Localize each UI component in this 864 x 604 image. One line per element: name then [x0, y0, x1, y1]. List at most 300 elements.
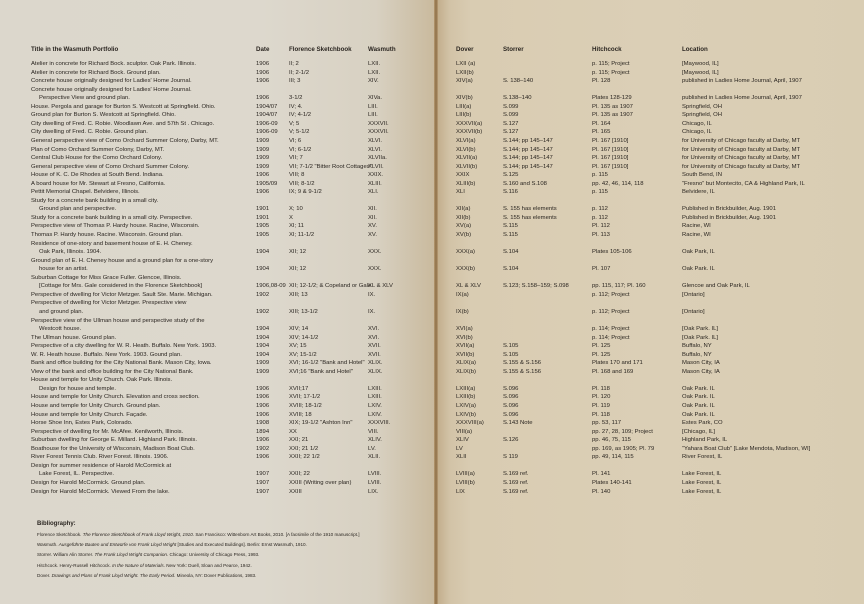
row-hitchcock: p. 114; Project	[592, 334, 630, 341]
row-storrer: S.126	[503, 437, 519, 444]
row-title: City dwelling of Fred. C. Robie. Woodlawn Ave. and 57th St . Chicago.	[31, 120, 215, 127]
row-dover: XXXVII(b)	[456, 129, 483, 136]
row-storrer: S.144; pp 145–147	[503, 155, 553, 162]
bibliography-entry	[37, 573, 256, 579]
header-title: Title in the Wasmuth Portfolio	[31, 46, 119, 53]
row-florence: XVI; 16-1/2 "Bank and Hotel"	[289, 360, 365, 367]
row-date: 1906-09	[256, 120, 278, 127]
bibliography-ital: Ausgeführte Bauten und Entwürfe von Frank Lloyd Wright	[58, 542, 177, 548]
row-hitchcock: Pl. 135 as 1907	[592, 103, 633, 110]
row-wasmuth: XII.	[368, 206, 377, 213]
row-dover: XXIX	[456, 172, 470, 179]
row-hitchcock: Plates 170 and 171	[592, 360, 643, 367]
row-title: Perspective of dwelling for Victor Metzger. Prespective view	[31, 300, 187, 307]
row-wasmuth: LXII.	[368, 69, 381, 76]
row-storrer: S.104	[503, 266, 519, 273]
row-florence: XIX; 19-1/2 "Ashton Inn"	[289, 420, 353, 427]
row-location: Racine, WI	[682, 223, 711, 230]
row-storrer: S. 138–140	[503, 78, 534, 85]
row-florence: XIV; 14-1/2	[289, 334, 319, 341]
row-title: Pettit Memorial Chapel. Belvidere, Illinois.	[31, 189, 140, 196]
row-date: 1906	[256, 394, 270, 401]
row-date: 1904	[256, 351, 270, 358]
row-dover: XIV(a)	[456, 78, 473, 85]
row-date: 1904/07	[256, 103, 278, 110]
row-location: River Forest, IL	[682, 454, 723, 461]
row-storrer: S.116	[503, 189, 518, 196]
row-storrer: S.115	[503, 232, 518, 238]
row-title: Study for a concrete bank building in a small city.	[31, 197, 159, 204]
bibliography-post: . Chicago: University of Chicago Press, 1993.	[166, 552, 260, 558]
row-dover: XXXVIII(a)	[456, 420, 484, 427]
row-dover: LV	[456, 445, 463, 452]
row-dover: XXX(b)	[456, 266, 475, 273]
row-storrer: S.099	[503, 103, 519, 110]
row-date: 1907	[256, 479, 270, 486]
row-title: Horse Shoe Inn, Estes Park, Colorado.	[31, 420, 133, 427]
row-hitchcock: p. 112; Project	[592, 291, 630, 298]
row-wasmuth: XV.	[368, 232, 377, 238]
row-wasmuth: IX.	[368, 291, 376, 298]
row-storrer: S.160 and S.108	[503, 180, 547, 187]
row-dover: XLII	[456, 454, 467, 461]
bibliography-pre: Hitchcock. Henry-Russell Hitchcock.	[37, 562, 113, 568]
row-hitchcock: Pl. 118	[592, 385, 610, 392]
row-florence: XV; 15	[289, 343, 307, 350]
row-hitchcock: p. 112; Project	[592, 308, 630, 315]
row-hitchcock: pp. 49, 114, 115	[592, 454, 634, 461]
row-dover: LIX	[456, 488, 465, 495]
row-title: W. R. Heath house. Buffalo. New York. 1903. Gound plan.	[31, 351, 182, 358]
row-title: Lake Forest, IL. Perspective.	[39, 471, 114, 478]
row-hitchcock: p. 115; Project	[592, 69, 630, 76]
row-title: Perspective of a city dwelling for W. R. Heath. Buffalo. New York. 1903.	[31, 343, 217, 350]
row-title: Thomas P. Hardy house. Racine. Wisconsin. Ground plan.	[31, 232, 183, 238]
row-hitchcock: Pl. 125	[592, 351, 611, 358]
bibliography-title: Bibliography:	[37, 521, 76, 527]
row-hitchcock: pp. 115, 117; Pl. 160	[592, 283, 646, 290]
row-date: 1894	[256, 428, 270, 435]
row-hitchcock: Pl. 167 [1910]	[592, 155, 629, 162]
row-location: Mason City, IA	[682, 368, 720, 375]
row-location: Oak Park. IL	[682, 266, 715, 273]
row-location: Belvidere, IL	[682, 189, 715, 196]
bibliography-post: . New York: Duell, Sloan and Pearce, 1942.	[163, 562, 252, 568]
row-wasmuth: XL & XLV	[368, 283, 393, 290]
row-storrer: S.169 ref.	[503, 471, 529, 478]
row-wasmuth: XXXVII.	[368, 120, 389, 127]
row-florence: XXIII (Writing over plan)	[289, 479, 352, 486]
row-dover: VIII(a)	[456, 428, 473, 435]
row-wasmuth: IX.	[368, 308, 376, 315]
row-florence: III; 3	[289, 78, 301, 85]
row-date: 1901	[256, 206, 270, 213]
row-location: Buffalo, NY	[682, 351, 712, 358]
row-florence: VIII; 8-1/2	[289, 180, 315, 187]
row-title: house for an artist.	[39, 266, 88, 273]
row-title: Perspective of dwelling for Mr. McAfee. Kenilworth, Illinois.	[31, 428, 184, 435]
row-florence: VIII; 8	[289, 172, 305, 179]
row-hitchcock: p. 112	[592, 206, 608, 213]
row-date: 1907	[256, 471, 270, 478]
row-wasmuth: LXIII.	[368, 385, 382, 392]
header-wasmuth: Wasmuth	[368, 46, 396, 53]
row-wasmuth: XLI.	[368, 189, 379, 196]
row-location: for University of Chicago faculty at Darby, MT	[682, 163, 801, 170]
row-date: 1906	[256, 95, 270, 102]
bibliography-ital: In the Nature of Materials	[112, 562, 164, 568]
row-storrer: S.138–140	[503, 95, 532, 102]
row-date: 1909	[256, 163, 270, 170]
row-storrer: S.144; pp 145–147	[503, 137, 553, 144]
row-dover: LXIV(a)	[456, 403, 476, 409]
row-florence: XXII; 22	[289, 471, 310, 478]
row-date: 1906	[256, 69, 270, 76]
row-hitchcock: pp. 42, 46, 114, 118	[592, 180, 644, 187]
row-storrer: S.143 Note	[503, 420, 533, 427]
bibliography-ital: Drawings and Plans of Frank Lloyd Wright. The Early Period	[51, 572, 175, 578]
row-title: House and temple for Unity Church. Oak Park. Illinois.	[31, 377, 173, 384]
row-hitchcock: p. 115	[592, 172, 608, 179]
header-location: Location	[682, 46, 708, 53]
row-location: [Oak Park. IL]	[682, 326, 719, 333]
row-hitchcock: p. 112	[592, 214, 608, 221]
row-date: 1906	[256, 411, 270, 418]
row-title: The Ullman house. Ground plan.	[31, 334, 117, 341]
row-dover: XV(a)	[456, 223, 472, 230]
row-location: South Bend, IN	[682, 172, 722, 179]
row-dover: XL & XLV	[456, 283, 481, 290]
row-dover: XLVI(b)	[456, 146, 476, 153]
row-wasmuth: XLIX.	[368, 368, 383, 375]
row-date: 1906,08-09	[256, 283, 286, 290]
row-florence: XVII;17	[289, 385, 309, 392]
row-hitchcock: Pl. 141	[592, 471, 611, 478]
row-wasmuth: XVII.	[368, 343, 381, 350]
row-date: 1902	[256, 291, 270, 298]
row-date: 1906	[256, 437, 270, 444]
row-storrer: S. 155 has elements	[503, 214, 557, 221]
row-location: for University of Chicago faculty at Darby, MT	[682, 155, 801, 162]
row-location: Buffalo, NY	[682, 343, 712, 350]
row-dover: LVIII(b)	[456, 479, 475, 486]
row-florence: XII; 12-1/2; & Copeland or Gale	[289, 283, 372, 290]
row-florence: XII; 12	[289, 249, 307, 256]
row-date: 1906	[256, 403, 270, 409]
row-florence: XVIII; 18-1/2	[289, 403, 322, 409]
bibliography-ital: The Frank Lloyd Wright Companion	[94, 552, 167, 558]
row-storrer: S.115	[503, 223, 518, 230]
row-wasmuth: LIX.	[368, 488, 379, 495]
row-hitchcock: Pl. 167 [1910]	[592, 137, 629, 144]
row-title: General perspective view of Como Orchard Summer Colony.	[31, 163, 190, 170]
row-location: Lake Forest, IL	[682, 471, 722, 478]
bibliography-pre: Wasmuth.	[37, 542, 59, 548]
row-storrer: S. 155 has elements	[503, 206, 557, 213]
row-date: 1906	[256, 189, 270, 196]
row-title: House. Pergola and garage for Burton S. Westcott at Springfield. Ohio.	[31, 103, 216, 110]
row-date: 1907	[256, 488, 270, 495]
row-hitchcock: pp. 169, as 1905; Pl. 79	[592, 445, 655, 452]
row-hitchcock: Pl. 107	[592, 266, 611, 273]
row-date: 1906	[256, 454, 270, 461]
row-florence: V; 5	[289, 120, 300, 127]
row-location: for University of Chicago faculty at Darby, MT	[682, 137, 801, 144]
row-hitchcock: Pl. 168 and 169	[592, 368, 634, 375]
row-date: 1902	[256, 308, 270, 315]
row-wasmuth: XVI.	[368, 326, 380, 333]
row-hitchcock: Plates 105-106	[592, 249, 632, 256]
row-dover: LXIII(a)	[456, 385, 476, 392]
row-location: Mason City, IA	[682, 360, 720, 367]
row-location: for University of Chicago faculty at Darby, MT	[682, 146, 801, 153]
row-title: Atelier in concrete for Richard Bock. Ground plan.	[31, 69, 161, 76]
row-wasmuth: VIII.	[368, 428, 379, 435]
row-wasmuth: XLIII.	[368, 180, 382, 187]
row-dover: LXII (a)	[456, 61, 476, 67]
row-dover: XXX(a)	[456, 249, 475, 256]
row-florence: X	[289, 214, 293, 221]
row-wasmuth: XXXVIII.	[368, 420, 391, 427]
header-date: Date	[256, 46, 270, 53]
row-dover: LXIII(b)	[456, 394, 476, 401]
row-dover: IX(b)	[456, 308, 469, 315]
row-location: [Ontario]	[682, 291, 705, 298]
row-florence: XVI;16 "Bank and Hotel"	[289, 368, 353, 375]
row-storrer: S.125	[503, 172, 519, 179]
row-dover: XLIV	[456, 437, 469, 444]
row-location: published in Ladies Home Journal, April, 1907	[682, 95, 802, 102]
row-date: 1909	[256, 146, 270, 153]
row-title: Bank and office building for the City National Bank. Mason City, Iowa.	[31, 360, 212, 367]
row-storrer: S.155 & S.156	[503, 360, 541, 367]
bibliography-pre: Dover.	[37, 572, 52, 578]
row-hitchcock: p. 115	[592, 189, 608, 196]
row-title: City dwelling of Fred. C. Robie. Ground plan.	[31, 129, 148, 136]
row-storrer: S.099	[503, 112, 519, 119]
row-title: Westcott house.	[39, 326, 82, 333]
row-florence: XXI; 21 1/2	[289, 445, 319, 452]
row-location: [Oak Park. IL]	[682, 334, 719, 341]
row-storrer: S.096	[503, 411, 519, 418]
row-wasmuth: XXXVII.	[368, 129, 389, 136]
row-title: Perspective of dwelling for Victor Metzger. Sault Ste. Marie. Michigan.	[31, 291, 213, 298]
row-location: Published in Brickbuilder, Aug. 1901	[682, 214, 776, 221]
row-location: Racine, WI	[682, 232, 711, 238]
row-title: House and temple for Unity Church. Façade.	[31, 411, 148, 418]
row-dover: XLVII(a)	[456, 155, 478, 162]
row-date: 1904	[256, 266, 270, 273]
row-wasmuth: LXIII.	[368, 394, 382, 401]
row-dover: LIII(a)	[456, 103, 472, 110]
row-location: [Maywood, IL]	[682, 61, 719, 67]
row-location: [Chicago, IL]	[682, 428, 716, 435]
row-dover: XLVII(b)	[456, 163, 478, 170]
bibliography-pre: Florence Sketchbook.	[37, 532, 83, 537]
row-dover: IX(a)	[456, 291, 469, 298]
row-wasmuth: XVI.	[368, 334, 380, 341]
row-dover: XLIX(a)	[456, 360, 476, 367]
bibliography-post: . San Francisco: Wittenborn Art Books, 2010. [A facsimile of the 1910 manuscript.]	[192, 532, 360, 537]
row-location: Highland Park, IL	[682, 437, 728, 444]
row-storrer: S.104	[503, 249, 519, 256]
row-florence: XXIII	[289, 488, 302, 495]
header-hitchcock: Hitchcock	[592, 46, 622, 53]
row-title: House of K. C. De Rhodes at South Bend. Indiana.	[31, 172, 164, 179]
row-title: Plan of Como Orchard Summer Colony, Darby, MT.	[31, 146, 165, 153]
row-florence: VI; 6	[289, 137, 302, 144]
row-title: Atelier in concrete for Richard Bock. sculptor. Oak Park. Illinois.	[31, 61, 197, 67]
row-location: [Ontario]	[682, 308, 705, 315]
row-florence: VI; 6-1/2	[289, 146, 312, 153]
row-title: View of the bank and office building for the City National Bank.	[31, 368, 194, 375]
row-dover: XVI(a)	[456, 326, 473, 333]
row-storrer: S.096	[503, 394, 519, 401]
row-dover: XLIII(b)	[456, 180, 476, 187]
row-title: Oak Park, Illinois. 1904.	[39, 249, 102, 256]
row-hitchcock: pp. 46, 75, 115	[592, 437, 631, 444]
row-wasmuth: XLIX.	[368, 360, 383, 367]
row-hitchcock: Pl. 140	[592, 488, 611, 495]
row-date: 1906	[256, 385, 270, 392]
row-florence: XIII; 13	[289, 291, 308, 298]
row-location: Chicago, IL	[682, 129, 712, 136]
row-date: 1906	[256, 61, 270, 67]
row-title: and ground plan.	[39, 308, 84, 315]
row-location: Oak Park. IL	[682, 385, 715, 392]
row-wasmuth: XLVI.	[368, 137, 382, 144]
header-dover: Dover	[456, 46, 474, 53]
row-dover: XII(a)	[456, 206, 471, 213]
row-title: Suburban Cottage for Miss Grace Fuller. Glencoe, Illinois.	[31, 274, 182, 281]
row-hitchcock: p. 115; Project	[592, 61, 630, 67]
row-florence: XI; 11	[289, 223, 304, 230]
row-storrer: S.123; S.158–159; S.098	[503, 283, 569, 290]
row-date: 1906-09	[256, 129, 278, 136]
row-location: Oak Park. IL	[682, 403, 715, 409]
row-title: Perspective view of the Ullman house and perspective study of the	[31, 317, 205, 324]
row-florence: 3-1/2	[289, 95, 303, 102]
row-date: 1904	[256, 249, 270, 256]
right-page	[437, 0, 864, 604]
row-date: 1909	[256, 137, 270, 144]
row-wasmuth: XXX.	[368, 266, 382, 273]
row-dover: XV(b)	[456, 232, 472, 238]
row-date: 1909	[256, 368, 270, 375]
row-florence: XXI; 21	[289, 437, 309, 444]
row-date: 1902	[256, 445, 270, 452]
bibliography-entry	[37, 532, 360, 538]
row-florence: IV; 4.	[289, 103, 303, 110]
row-florence: II; 2	[289, 61, 299, 67]
row-location: Chicago, IL	[682, 120, 712, 127]
row-title: Ground plan of E. H. Cheney house and a ground plan for a one-story	[31, 257, 214, 264]
row-hitchcock: Pl. 164	[592, 120, 611, 127]
row-wasmuth: LV.	[368, 445, 376, 452]
row-storrer: S.144; pp 145–147	[503, 146, 553, 153]
row-title: Ground plan for Burton S. Westcott at Springfield. Ohio.	[31, 112, 176, 119]
row-hitchcock: Pl. 165	[592, 129, 611, 136]
row-wasmuth: XVII.	[368, 351, 381, 358]
row-florence: XXII; 22 1/2	[289, 454, 320, 461]
header-storrer: Storrer	[503, 46, 524, 53]
row-date: 1909	[256, 155, 270, 162]
row-florence: XVIII; 18	[289, 411, 312, 418]
row-hitchcock: Pl. 167 [1910]	[592, 163, 629, 170]
row-hitchcock: Pl. 125	[592, 343, 611, 350]
row-storrer: S.096	[503, 385, 519, 392]
row-dover: LXII(b)	[456, 69, 474, 76]
row-florence: VII; 7	[289, 155, 303, 162]
bibliography-entry	[37, 542, 307, 548]
row-title: Suburban dwelling for George E. Millard. Highland Park. Illinois.	[31, 437, 198, 444]
row-title: Concrete house originally designed for Ladies' Home Journal.	[31, 78, 192, 85]
row-wasmuth: XXIX.	[368, 172, 384, 179]
row-location: Published in Brickbuilder, Aug. 1901	[682, 206, 776, 213]
row-florence: V; 5-1/2	[289, 129, 310, 136]
row-title: Residence of one-story and basement house of E. H. Cheney.	[31, 240, 193, 247]
row-florence: XIII; 13-1/2	[289, 308, 318, 315]
row-location: Oak Park. IL	[682, 411, 715, 418]
row-title: Perspective view of Thomas P. Hardy house. Racine, Wisconsin.	[31, 223, 200, 230]
row-dover: XXXVII(a)	[456, 120, 483, 127]
book-gutter	[434, 0, 438, 604]
row-hitchcock: Pl. 113	[592, 232, 610, 238]
bibliography-entry	[37, 563, 252, 569]
row-wasmuth: XLVII.	[368, 163, 384, 170]
row-title: Perspective View and ground plan.	[39, 95, 130, 102]
row-location: Lake Forest, IL	[682, 488, 722, 495]
bibliography-post: . Mineola, NY: Dover Publications, 1983.	[174, 572, 257, 578]
row-wasmuth: LXIV.	[368, 403, 382, 409]
row-location: Estes Park, CO	[682, 420, 723, 427]
row-title: Design for Harold McCormick. Ground plan.	[31, 479, 146, 486]
row-location: Springfield, OH	[682, 112, 722, 119]
row-date: 1905/09	[256, 180, 278, 187]
row-dover: LXIV(b)	[456, 411, 476, 418]
row-title: General perspective view of Como Orchard Summer Colony, Darby, MT.	[31, 137, 219, 144]
row-wasmuth: LXIV.	[368, 411, 382, 418]
row-wasmuth: XII.	[368, 214, 377, 221]
row-title: [Cottage for Mrs. Gale considered in the Florence Sketchbook]	[39, 283, 203, 290]
row-florence: II; 2-1/2	[289, 69, 309, 76]
row-location: [Maywood, IL]	[682, 69, 719, 76]
row-location: Glencoe and Oak Park, IL	[682, 283, 750, 290]
row-dover: XLVI(a)	[456, 137, 476, 144]
row-wasmuth: XXX.	[368, 249, 382, 256]
row-location: Springfield, OH	[682, 103, 722, 110]
row-location: “Yahara Boat Club” [Lake Mendota, Madison, WI]	[682, 445, 811, 452]
row-date: 1906	[256, 78, 270, 85]
row-hitchcock: pp. 53, 117	[592, 420, 622, 427]
row-storrer: S.105	[503, 343, 519, 350]
row-hitchcock: Pl. 128	[592, 78, 611, 85]
row-hitchcock: Pl. 119	[592, 403, 610, 409]
row-title: Design for Harold McCormick. Viewed From the lake.	[31, 488, 170, 495]
row-storrer: S.127	[503, 120, 519, 127]
row-title: Design for summer residence of Harold McCormick at	[31, 462, 172, 469]
row-wasmuth: XLVIIa.	[368, 155, 387, 162]
row-storrer: S.096	[503, 403, 519, 409]
row-hitchcock: Pl. 120	[592, 394, 611, 401]
row-date: 1905	[256, 223, 270, 230]
row-florence: VII; 7-1/2 "Bitter Root Cottages"	[289, 163, 372, 170]
row-date: 1906	[256, 172, 270, 179]
row-wasmuth: LVIII.	[368, 479, 382, 486]
row-hitchcock: Plates 140-141	[592, 479, 632, 486]
row-florence: XI; 11-1/2	[289, 232, 315, 238]
row-location: “Fresno” but Montecito, CA & Highland Park, IL	[682, 180, 805, 187]
